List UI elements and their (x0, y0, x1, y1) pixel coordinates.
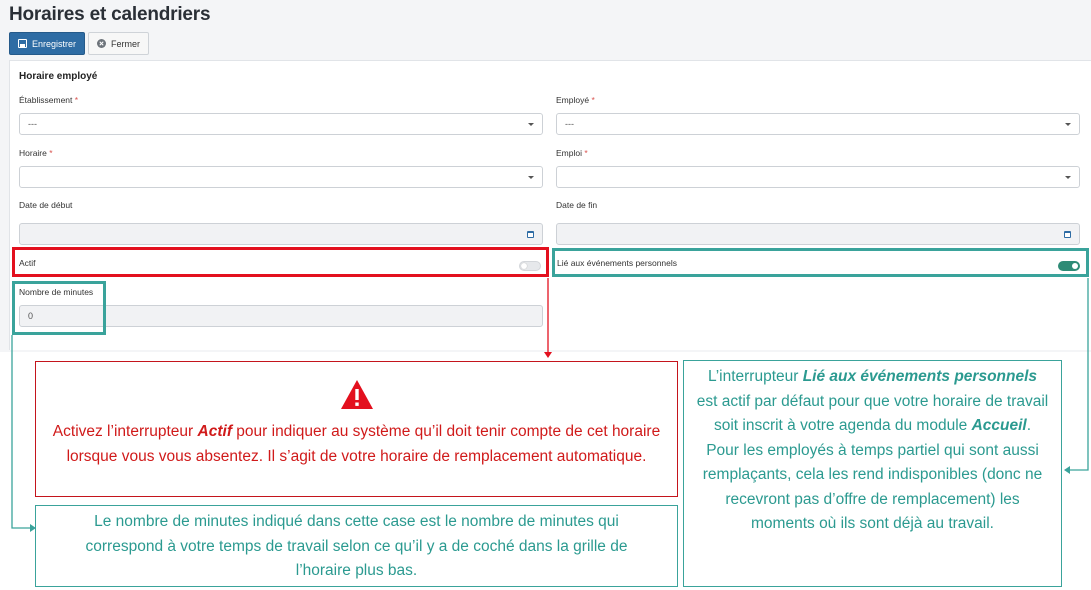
lie-callout-text-2: est actif par défaut pour que votre horaire de travail soit inscrit à votre agenda du module (696, 392, 1049, 434)
lie-callout-text-3: . Pour les employés à temps partiel qui sont aussi remplaçants, cela les rend indisponibles (donc ne recevront pas d’offre de remplacement) les moments où ils sont déjà au travail. (702, 417, 1043, 532)
section-title: Horaire employé (19, 71, 98, 82)
warning-icon (340, 378, 374, 412)
actif-callout-bold: Actif (197, 423, 232, 440)
etablissement-label-text: Établissement (19, 95, 73, 105)
etablissement-value: --- (28, 119, 37, 129)
lie-callout-bold-2: Accueil (971, 417, 1027, 434)
lie-callout (683, 360, 1062, 587)
required-marker: * (584, 148, 588, 158)
employe-value: --- (565, 119, 574, 129)
actif-label: Actif (19, 258, 36, 268)
close-button-label: Fermer (111, 38, 141, 49)
required-marker: * (74, 95, 79, 105)
lie-evenements-label: Lié aux événements personnels (557, 258, 678, 268)
horaire-label-text: Horaire (19, 148, 47, 158)
actif-callout-text: Activez l’interrupteur (52, 423, 198, 440)
date-debut-label: Date de début (19, 200, 73, 210)
save-button-label: Enregistrer (32, 38, 77, 49)
minutes-callout (35, 505, 678, 587)
actif-callout (35, 361, 678, 497)
nombre-minutes-label: Nombre de minutes (19, 287, 94, 297)
page-title: Horaires et calendriers (9, 4, 211, 25)
actif-callout-text-2: pour indiquer au système qu’il doit tenir compte de cet horaire lorsque vous vous absentez. Il s’agit de votre horaire de remplacement automatique. (66, 423, 661, 465)
employe-label-text: Employé (556, 95, 590, 105)
lie-callout-bold: Lié aux événements personnels (802, 368, 1038, 385)
lie-callout-text: L’interrupteur (707, 368, 803, 385)
date-fin-label: Date de fin (556, 200, 598, 210)
required-marker: * (591, 95, 595, 105)
minutes-callout-text: Le nombre de minutes indiqué dans cette case est le nombre de minutes qui correspond à votre temps de travail selon ce qu’il y a de coché dans la grille de l’horaire plus bas. (85, 513, 628, 579)
emploi-label-text: Emploi (556, 148, 582, 158)
nombre-minutes-value: 0 (28, 311, 34, 321)
required-marker: * (49, 148, 53, 158)
